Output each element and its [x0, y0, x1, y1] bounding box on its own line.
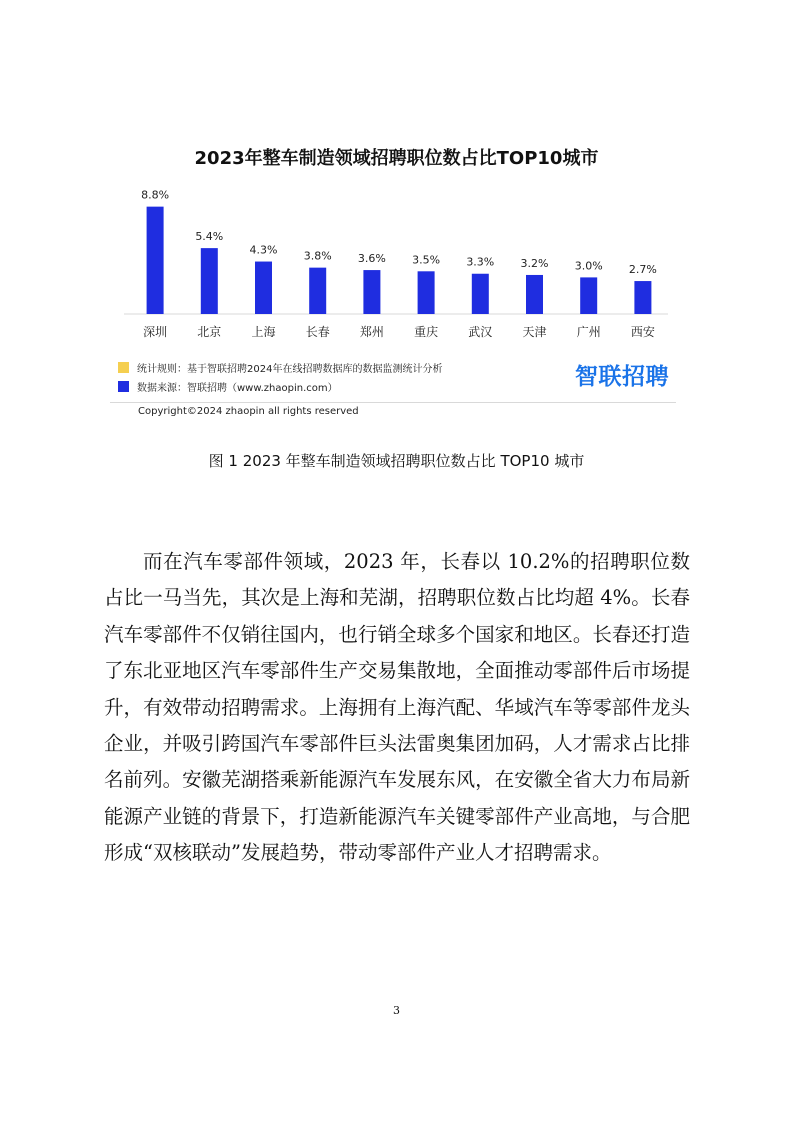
bar-9: [634, 281, 651, 314]
copyright-notice: Copyright©2024 zhaopin all rights reserved: [138, 406, 359, 417]
legend-divider: [110, 402, 676, 403]
category-label-9: 西安: [630, 325, 655, 339]
body-paragraph: 而在汽车零部件领域，2023 年，长春以 10.2%的招聘职位数占比一马当先，其次是上海和芜湖，招聘职位数占比均超 4%。长春汽车零部件不仅销往国内，也行销全球多个国家和地区。长春还打造了东北亚地区汽车零部件生产交易集散地，全面推动零部件后市场提升，有效带动招聘需求。上海拥有上海汽配、华域汽车等零部件龙头企业，并吸引跨国汽车零部件巨头法雷奥集团加码，人才需求占比排名前列。安徽芜湖搭乘新能源汽车发展东风，在安徽全省大力布局新能源产业链的背景下，打造新能源汽车关键零部件产业高地，与合肥形成“双核联动”发展趋势，带动零部件产业人才招聘需求。: [104, 550, 690, 865]
bar-4: [363, 270, 380, 314]
legend-item-rule: [118, 360, 458, 375]
category-label-6: 武汉: [468, 325, 493, 339]
bar-8: [580, 277, 597, 314]
legend-swatch-blue: [118, 381, 129, 392]
data-label-7: 3.2%: [520, 256, 549, 270]
data-label-5: 3.5%: [412, 253, 441, 267]
legend-label-rule: 统计规则：基于智联招聘2024年在线招聘数据库的数据监测统计分析: [137, 364, 443, 375]
page-number: 3: [393, 1004, 400, 1017]
data-label-0: 8.8%: [141, 188, 170, 202]
bar-5: [418, 271, 435, 314]
chart-title: 2023年整车制造领域招聘职位数占比TOP10城市: [194, 148, 599, 169]
bar-2: [255, 262, 272, 314]
category-label-8: 广州: [576, 325, 601, 339]
bar-0: [147, 207, 164, 314]
body-text: [104, 544, 690, 872]
data-label-2: 4.3%: [249, 243, 278, 257]
bar-1: [201, 248, 218, 314]
bar-chart: [0, 0, 793, 360]
legend-swatch-yellow: [118, 362, 129, 373]
category-label-1: 北京: [197, 325, 222, 339]
data-label-6: 3.3%: [466, 255, 495, 269]
bar-6: [472, 274, 489, 314]
data-label-4: 3.6%: [357, 252, 386, 266]
category-label-4: 郑州: [359, 325, 384, 339]
legend-item-source: [118, 379, 458, 394]
data-label-1: 5.4%: [195, 230, 224, 244]
zhaopin-logo: [575, 358, 669, 391]
category-label-7: 天津: [522, 325, 547, 339]
data-label-8: 3.0%: [574, 259, 603, 273]
category-label-2: 上海: [251, 325, 276, 339]
category-label-5: 重庆: [414, 325, 439, 339]
bar-3: [309, 268, 326, 314]
category-label-3: 长春: [305, 325, 330, 339]
category-label-0: 深圳: [143, 325, 168, 339]
figure-caption: 图 1 2023 年整车制造领域招聘职位数占比 TOP10 城市: [208, 452, 585, 470]
bar-7: [526, 275, 543, 314]
legend-label-source: 数据来源：智联招聘（www.zhaopin.com）: [137, 383, 338, 394]
data-label-3: 3.8%: [303, 249, 332, 263]
brand-text: 智联招聘: [575, 364, 669, 390]
data-label-9: 2.7%: [628, 263, 657, 277]
